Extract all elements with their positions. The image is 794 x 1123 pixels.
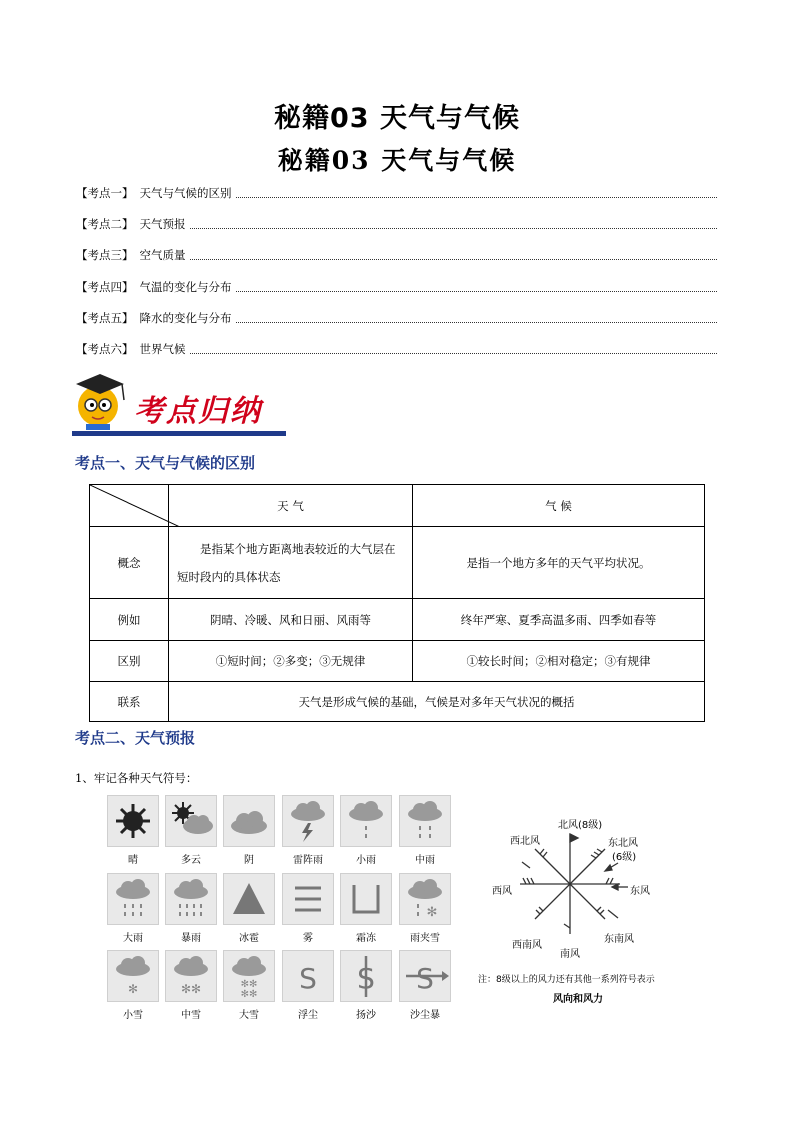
- symbol-moderate-snow: ✻✻ 中雪: [165, 950, 217, 1021]
- rainstorm-icon: [166, 874, 216, 924]
- toc-item-1[interactable]: [76, 185, 719, 201]
- header-climate: 气 候: [413, 485, 705, 527]
- symbol-sleet: ✻ 雨夹雪: [399, 873, 451, 944]
- row-label: 区别: [90, 641, 169, 682]
- label-northeast-level: (6级): [612, 852, 637, 863]
- svg-text:S: S: [357, 962, 375, 995]
- light-snow-icon: [108, 951, 158, 1001]
- sun-cloud-icon: [166, 796, 216, 846]
- symbol-light-snow: ✻ 小雪: [107, 950, 159, 1021]
- label-south: 南风: [560, 949, 580, 960]
- row-label: 概念: [90, 527, 169, 599]
- svg-text:✻✻: ✻✻: [180, 982, 202, 996]
- comparison-table: [89, 484, 705, 722]
- toc-text: 气温的变化与分布: [139, 280, 232, 294]
- symbol-moderate-rain: 中雨: [399, 795, 451, 866]
- toc-leader: [236, 291, 718, 292]
- cloud-icon: [224, 796, 274, 846]
- svg-text:✻: ✻: [426, 905, 438, 920]
- page-title: 秘籍03 天气与气候: [274, 103, 520, 134]
- symbol-fog: 雾: [282, 873, 334, 944]
- cell-link: 天气是形成气候的基础，气候是对多年天气状况的概括: [169, 682, 705, 722]
- cell-climate: ①较长时间；②相对稳定；③有规律: [413, 641, 705, 682]
- diagonal-line-icon: [90, 485, 180, 527]
- light-rain-icon: [341, 796, 391, 846]
- table-row: [90, 527, 705, 599]
- toc-label: 【考点六】: [76, 342, 134, 356]
- toc-text: 降水的变化与分布: [139, 311, 232, 325]
- sun-icon: [108, 796, 158, 846]
- hail-icon: [224, 874, 274, 924]
- toc-label: 【考点一】: [76, 186, 134, 200]
- key-points-banner: [70, 370, 288, 438]
- svg-text:✻✻: ✻✻: [240, 979, 258, 990]
- toc-label: 【考点四】: [76, 280, 134, 294]
- cell-climate: 终年严寒、夏季高温多雨、四季如春等: [413, 599, 705, 641]
- cell-weather: 阴晴、冷暖、风和日丽、风雨等: [169, 599, 413, 641]
- section-heading-1: 考点一、天气与气候的区别: [75, 454, 256, 472]
- table-row: [90, 599, 705, 641]
- fog-icon: [283, 874, 333, 924]
- toc-leader: [236, 197, 718, 198]
- symbol-rainstorm: 暴雨: [165, 873, 217, 944]
- symbol-heavy-snow: ✻✻ ✻✻ 大雪: [223, 950, 275, 1021]
- heavy-rain-icon: [108, 874, 158, 924]
- toc-item-2[interactable]: [76, 216, 719, 232]
- toc-label: 【考点二】: [76, 217, 134, 231]
- symbol-light-rain: 小雨: [340, 795, 392, 866]
- toc-item-3[interactable]: [76, 247, 719, 263]
- symbol-thunderstorm: 雷阵雨: [282, 795, 334, 866]
- toc-text: 世界气候: [139, 342, 186, 356]
- symbol-floating-dust: S 浮尘: [282, 950, 334, 1021]
- toc-leader: [190, 353, 718, 354]
- toc-leader: [190, 228, 718, 229]
- wind-note: 注：8级以上的风力还有其他一系列符号表示: [478, 975, 655, 985]
- sleet-icon: [400, 874, 450, 924]
- label-northeast: 东北风: [608, 838, 638, 849]
- svg-text:✻✻: ✻✻: [240, 989, 258, 1000]
- toc-item-4[interactable]: [76, 279, 719, 295]
- banner-text: 考点归纳: [134, 394, 262, 429]
- symbol-hail: 冰雹: [223, 873, 275, 944]
- frost-icon: [341, 874, 391, 924]
- label-north: 北风(8级): [558, 820, 603, 831]
- toc-leader: [236, 322, 718, 323]
- symbol-heavy-rain: 大雨: [107, 873, 159, 944]
- cell-weather: ①短时间；②多变；③无规律: [169, 641, 413, 682]
- toc-label: 【考点三】: [76, 248, 134, 262]
- cell-weather: 是指某个地方距离地表较近的大气层在短时段内的具体状态: [169, 527, 413, 599]
- label-northwest: 西北风: [510, 836, 540, 847]
- row-label: 联系: [90, 682, 169, 722]
- blowing-sand-icon: [341, 951, 391, 1001]
- page-subtitle: 秘籍03 天气与气候: [277, 146, 517, 175]
- table-row: [90, 641, 705, 682]
- toc-text: 空气质量: [139, 248, 186, 262]
- toc-item-6[interactable]: [76, 341, 719, 357]
- toc-label: 【考点五】: [76, 311, 134, 325]
- header-weather: 天 气: [169, 485, 413, 527]
- diagonal-header-cell: [90, 485, 169, 527]
- symbol-sandstorm: S 沙尘暴: [399, 950, 451, 1021]
- table-header-row: [90, 485, 705, 527]
- row-label: 例如: [90, 599, 169, 641]
- label-east: 东风: [630, 886, 650, 897]
- moderate-rain-icon: [400, 796, 450, 846]
- sandstorm-icon: [400, 951, 450, 1001]
- cell-climate: 是指一个地方多年的天气平均状况。: [413, 527, 705, 599]
- thunder-cloud-icon: [283, 796, 333, 846]
- svg-text:S: S: [416, 962, 434, 995]
- section-heading-2: 考点二、天气预报: [75, 729, 196, 747]
- weather-symbols-note: 1、牢记各种天气符号：: [75, 771, 198, 785]
- label-west: 西风: [492, 886, 512, 897]
- symbol-sunny: 晴: [107, 795, 159, 866]
- heavy-snow-icon: [224, 951, 274, 1001]
- moderate-snow-icon: [166, 951, 216, 1001]
- symbol-cloudy: 多云: [165, 795, 217, 866]
- svg-text:✻: ✻: [127, 982, 139, 996]
- toc-text: 天气与气候的区别: [139, 186, 232, 200]
- toc-text: 天气预报: [139, 217, 186, 231]
- floating-dust-icon: [283, 951, 333, 1001]
- wind-diagram: [478, 812, 708, 1012]
- symbol-overcast: 阴: [223, 795, 275, 866]
- toc-item-5[interactable]: [76, 310, 719, 326]
- table-row: [90, 682, 705, 722]
- svg-text:S: S: [299, 962, 317, 995]
- symbol-frost: 霜冻: [340, 873, 392, 944]
- label-southeast: 东南风: [604, 934, 634, 945]
- symbol-blowing-sand: S 扬沙: [340, 950, 392, 1021]
- label-southwest: 西南风: [512, 940, 542, 951]
- wind-caption: 风向和风力: [553, 994, 603, 1005]
- toc-leader: [190, 259, 718, 260]
